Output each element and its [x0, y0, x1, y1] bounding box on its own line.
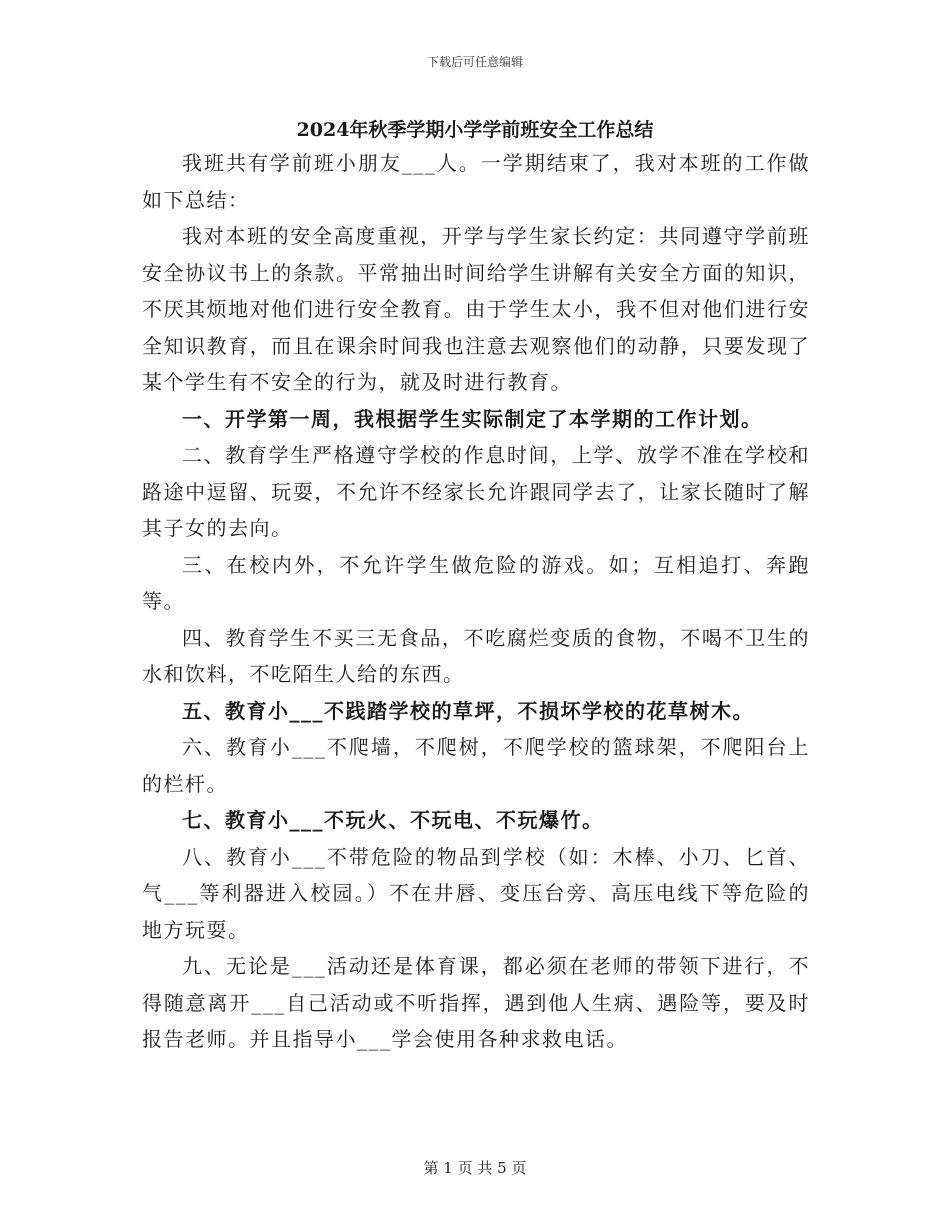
paragraph-item-6: 六、教育小___不爬墙，不爬树，不爬学校的篮球架，不爬阳台上的栏杆。 [142, 735, 810, 796]
header-note: 下载后可任意编辑 [426, 55, 523, 69]
paragraph-item-3: 三、在校内外，不允许学生做危险的游戏。如；互相追打、奔跑等。 [142, 552, 810, 613]
paragraph-item-5: 五、教育小___不践踏学校的草坪，不损坏学校的花草树木。 [182, 698, 754, 723]
paragraph-intro: 我班共有学前班小朋友___人。一学期结束了，我对本班的工作做如下总结： [142, 151, 810, 212]
paragraph-item-2: 二、教育学生严格遵守学校的作息时间，上学、放学不准在学校和路途中逗留、玩耍，不允许不经家长允许跟同学去了，让家长随时了解其子女的去向。 [142, 443, 810, 540]
paragraph-item-9: 九、无论是___活动还是体育课，都必须在老师的带领下进行，不得随意离开___自己活动或不听指挥，遇到他人生病、遇险等，要及时报告老师。并且指导小___学会使用各种求救电话。 [142, 954, 810, 1051]
paragraph-item-7: 七、教育小___不玩火、不玩电、不玩爆竹。 [182, 808, 604, 832]
paragraph-overview: 我对本班的安全高度重视，开学与学生家长约定：共同遵守学前班安全协议书上的条款。平常抽出时间给学生讲解有关安全方面的知识，不厌其烦地对他们进行安全教育。由于学生太小，我不但对他们进行安全知识教育，而且在课余时间我也注意去观察他们的动静，只要发现了某个学生有不安全的行为，就及时进行教育。 [142, 224, 810, 394]
document-body [142, 145, 810, 1058]
paragraph-item-1: 一、开学第一周，我根据学生实际制定了本学期的工作计划。 [182, 406, 763, 431]
paragraph-item-4: 四、教育学生不买三无食品，不吃腐烂变质的食物，不喝不卫生的水和饮料，不吃陌生人给的东西。 [142, 625, 810, 686]
document-title: 2024年秋季学期小学学前班安全工作总结 [296, 119, 654, 141]
page-footer: 第 1 页 共 5 页 [423, 1159, 527, 1177]
paragraph-item-8: 八、教育小___不带危险的物品到学校（如：木棒、小刀、匕首、气___等利器进入校园。）不在井唇、变压台旁、高压电线下等危险的地方玩耍。 [142, 844, 810, 942]
